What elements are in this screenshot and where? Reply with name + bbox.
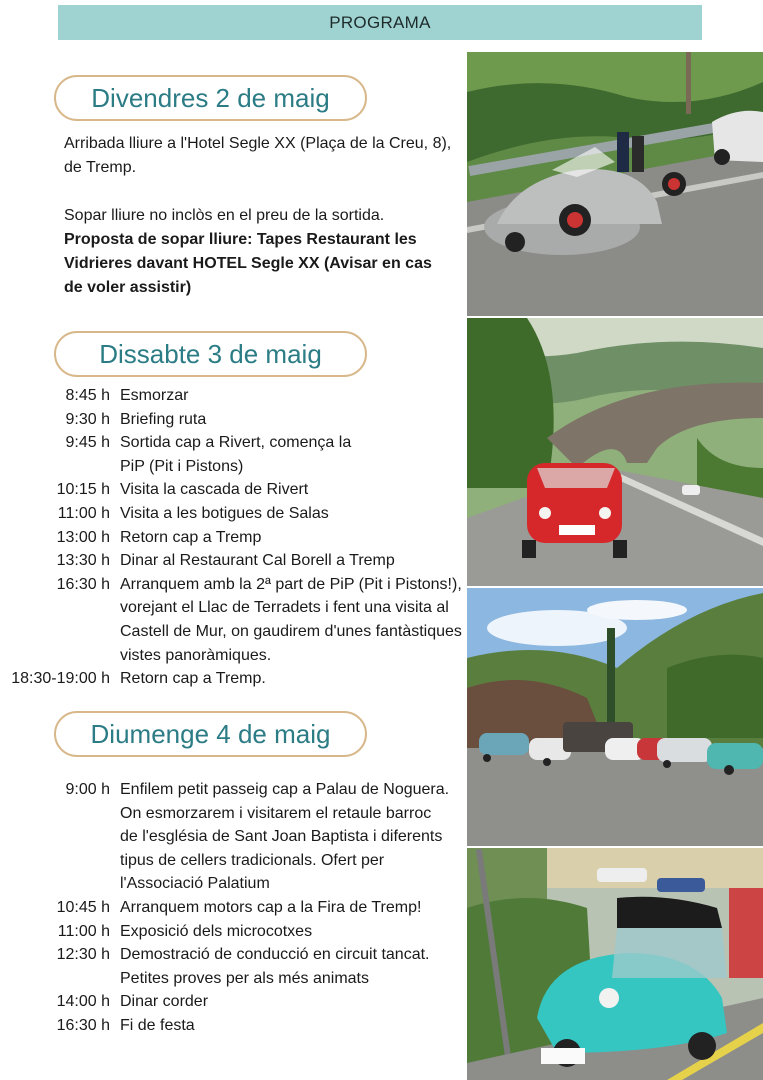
- schedule-time: 11:00 h: [57, 922, 110, 940]
- schedule-text: Visita a les botigues de Salas: [120, 504, 329, 522]
- schedule-time: 11:00 h: [57, 504, 110, 522]
- schedule-row: [0, 667, 465, 691]
- schedule-time: 9:45 h: [65, 434, 110, 452]
- friday-arrival-text: Arribada lliure a l'Hotel Segle XX (Plaça de la Creu, 8), de Tremp.: [64, 135, 452, 176]
- schedule-time: 16:30 h: [56, 575, 110, 593]
- schedule-time: 13:30 h: [56, 552, 110, 570]
- banner-title: PROGRAMA: [329, 12, 431, 32]
- schedule-text: Demostració de conducció en circuit tancat. Petites proves per als més animats: [120, 946, 430, 987]
- schedule-text: Visita la cascada de Rivert: [120, 481, 309, 499]
- schedule-text: Retorn cap a Tremp: [120, 528, 262, 546]
- schedule-text: Arranquem amb la 2ª part de PiP (Pit i Pistons!), vorejant el Llac de Terradets i fent una visita al Castell de Mur, on gaudirem d'unes fantàstiques vistes panoràmiques.: [120, 575, 462, 664]
- schedule-row: [0, 431, 465, 478]
- schedule-time: 8:45 h: [65, 387, 110, 404]
- day-title-text: Dissabte 3 de maig: [99, 338, 322, 369]
- schedule-text: Exposició dels microcotxes: [120, 922, 313, 940]
- schedule-time: 9:00 h: [65, 781, 110, 798]
- schedule-row: [0, 920, 465, 944]
- schedule-time: 16:30 h: [56, 1016, 110, 1034]
- schedule-text: Retorn cap a Tremp.: [120, 670, 266, 688]
- photo-grey-roadster: [467, 52, 763, 316]
- photo-teal-bubblecar: [467, 848, 763, 1080]
- schedule-text: Fi de festa: [120, 1016, 195, 1034]
- schedule-text: Arranquem motors cap a la Fira de Tremp!: [120, 898, 422, 916]
- friday-dinner-text: Sopar lliure no inclòs en el preu de la sortida.: [64, 207, 385, 224]
- programa-banner: [58, 5, 702, 40]
- sunday-schedule: [0, 778, 465, 1038]
- schedule-row: [0, 408, 465, 432]
- schedule-row: [0, 778, 465, 896]
- schedule-row: [0, 896, 465, 920]
- schedule-row: [0, 502, 465, 526]
- day-title-friday: [54, 75, 367, 121]
- schedule-row: [0, 478, 465, 502]
- schedule-time: 18:30-19:00 h: [11, 670, 110, 688]
- schedule-text: Sortida cap a Rivert, comença la PiP (Pit i Pistons): [120, 434, 352, 475]
- schedule-text: Dinar al Restaurant Cal Borell a Tremp: [120, 552, 395, 570]
- schedule-row: [0, 549, 465, 573]
- schedule-time: 10:15 h: [56, 481, 110, 499]
- schedule-time: 14:00 h: [56, 993, 110, 1011]
- day-title-text: Diumenge 4 de maig: [90, 718, 331, 749]
- schedule-time: 10:45 h: [56, 898, 110, 916]
- day-title-sunday: [54, 711, 367, 757]
- schedule-text: Enfilem petit passeig cap a Palau de Noguera. On esmorzarem i visitarem el retaule barroc de l'església de Sant Joan Baptista i diferents tipus de cellers tradicionals. Ofert per l'Associació Palatium: [120, 781, 450, 893]
- schedule-row: [0, 990, 465, 1014]
- schedule-row: [0, 526, 465, 550]
- day-title-text: Divendres 2 de maig: [91, 82, 330, 113]
- schedule-row: [0, 573, 465, 667]
- schedule-time: 12:30 h: [56, 946, 110, 964]
- photo-red-convertible: [467, 318, 763, 586]
- schedule-text: Dinar corder: [120, 993, 209, 1011]
- photo-car-lineup: [467, 588, 763, 846]
- schedule-time: 13:00 h: [56, 528, 110, 546]
- schedule-text: Briefing ruta: [120, 410, 207, 428]
- schedule-text: Esmorzar: [120, 387, 189, 404]
- schedule-row: [0, 943, 465, 990]
- day-title-saturday: [54, 331, 367, 377]
- saturday-schedule: [0, 384, 465, 691]
- schedule-time: 9:30 h: [65, 410, 110, 428]
- schedule-row: [0, 384, 465, 408]
- schedule-row: [0, 1014, 465, 1038]
- friday-dinner-proposal: Proposta de sopar lliure: Tapes Restaurant les Vidrieres davant HOTEL Segle XX (Avisar en cas de voler assistir): [64, 231, 432, 296]
